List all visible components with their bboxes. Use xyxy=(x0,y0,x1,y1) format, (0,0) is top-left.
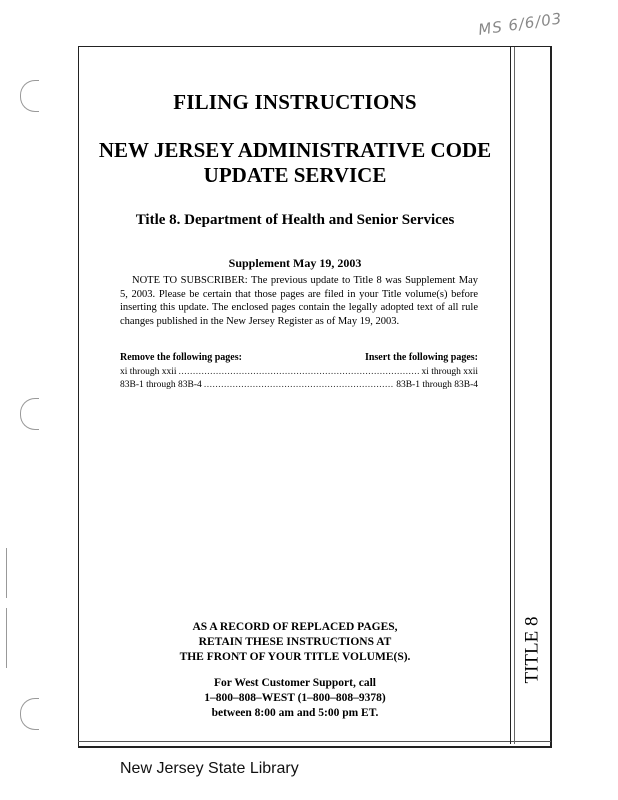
document-subtitle xyxy=(80,138,510,188)
title-tab-label: TITLE 8 xyxy=(521,616,543,684)
subtitle-line: NEW JERSEY ADMINISTRATIVE CODE xyxy=(98,138,492,162)
pages-table-header xyxy=(120,352,478,363)
subtitle-line: UPDATE SERVICE xyxy=(203,163,387,187)
table-row xyxy=(120,379,478,392)
support-hours: between 8:00 am and 5:00 pm ET. xyxy=(211,707,379,719)
record-line: AS A RECORD OF REPLACED PAGES, xyxy=(192,621,398,633)
table-row xyxy=(120,366,478,379)
record-line: THE FRONT OF YOUR TITLE VOLUME(S). xyxy=(179,651,411,663)
leader-dots xyxy=(204,379,394,392)
insert-header: Insert the following pages: xyxy=(364,352,478,363)
library-stamp: New Jersey State Library xyxy=(120,760,299,777)
binder-hole-bottom xyxy=(20,698,39,730)
edge-mark xyxy=(6,608,7,668)
binder-hole-middle xyxy=(20,398,39,430)
insert-pages: xi through xxii xyxy=(421,367,478,377)
subscriber-note: NOTE TO SUBSCRIBER: The previous update to Title 8 was Supplement May 5, 2003. Please be certain that those pages are filed in your Title volume(s) before inserting this update. The enclosed pages contain the legally adopted text of all rule changes published in the New Jersey Register as of May 19, 2003. xyxy=(120,275,478,327)
record-line: RETAIN THESE INSTRUCTIONS AT xyxy=(198,636,392,648)
record-instructions xyxy=(80,620,510,665)
edge-mark xyxy=(6,548,7,598)
leader-dots xyxy=(178,366,419,379)
tab-divider-inner xyxy=(514,47,515,744)
handwritten-note: MS 6/6/03 xyxy=(477,9,564,39)
title-section-heading: Title 8. Department of Health and Senior Services xyxy=(135,212,455,228)
frame-bottom-rule xyxy=(78,741,551,742)
remove-pages: xi through xxii xyxy=(120,367,177,377)
binder-hole-top xyxy=(20,80,39,112)
support-phone: 1–800–808–WEST (1–800–808–9378) xyxy=(204,692,386,704)
pages-table xyxy=(120,366,478,392)
insert-pages: 83B-1 through 83B-4 xyxy=(396,380,478,390)
title-tab xyxy=(516,590,548,710)
customer-support xyxy=(80,676,510,721)
support-line: For West Customer Support, call xyxy=(214,677,376,689)
document-title: FILING INSTRUCTIONS xyxy=(173,90,417,114)
remove-header: Remove the following pages: xyxy=(120,352,242,363)
supplement-date: Supplement May 19, 2003 xyxy=(228,256,362,270)
remove-pages: 83B-1 through 83B-4 xyxy=(120,380,202,390)
tab-divider xyxy=(510,47,511,744)
